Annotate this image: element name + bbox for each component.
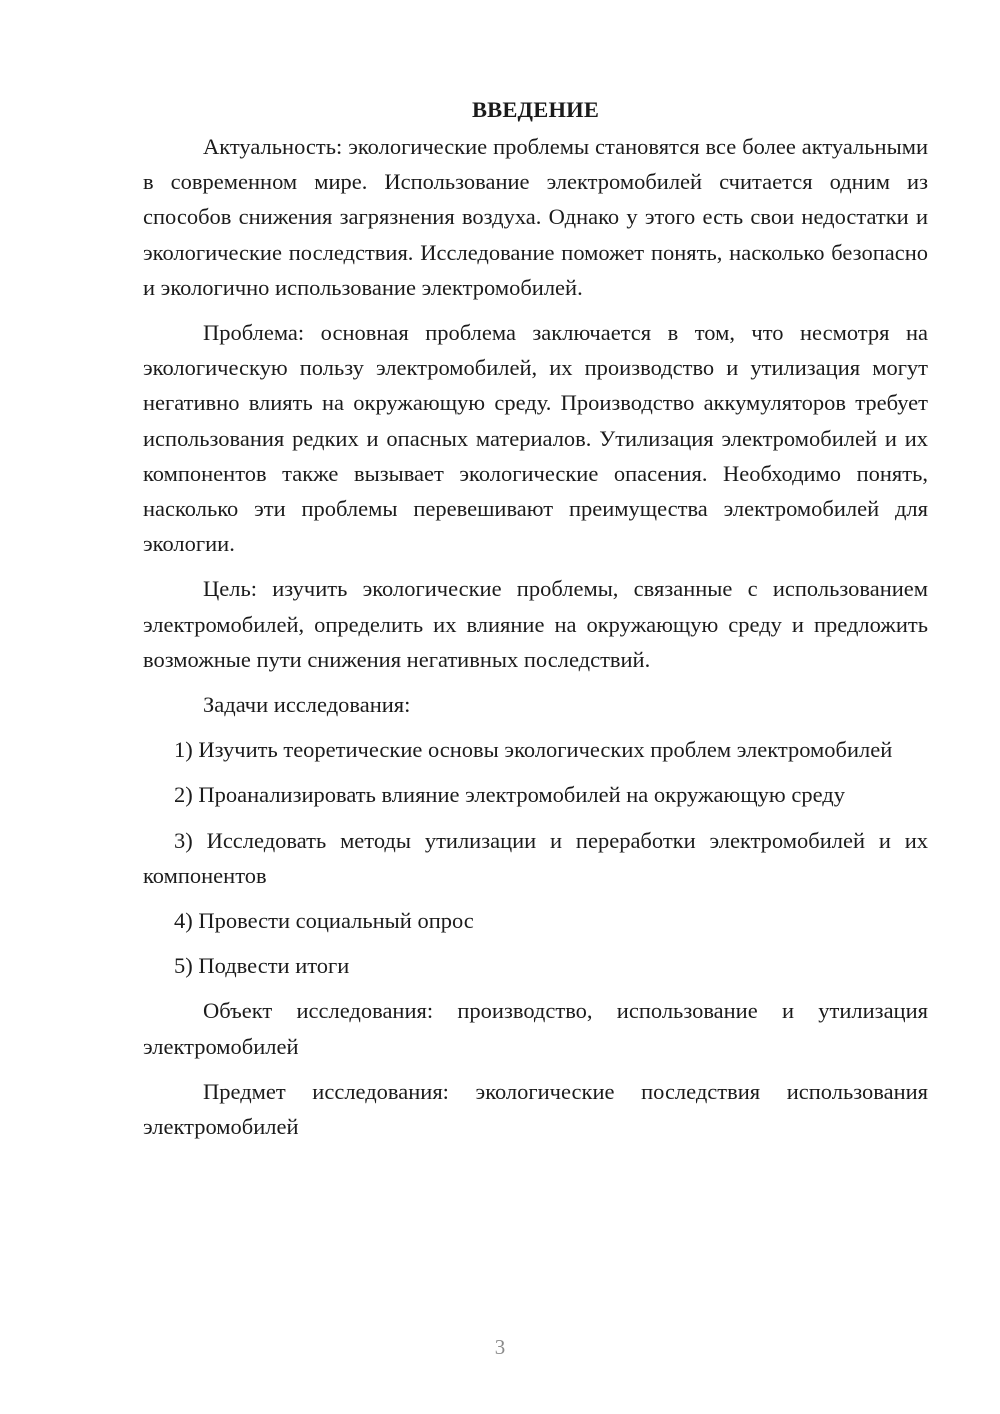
task-item-5: 5) Подвести итоги [174, 953, 350, 979]
task-item-2: 2) Проанализировать влияние электромобилей на окружающую среду [174, 782, 845, 808]
task-item-1: 1) Изучить теоретические основы экологических проблем электромобилей [174, 737, 893, 763]
section-title: ВВЕДЕНИЕ [471, 97, 600, 122]
relevance-paragraph: Актуальность: экологические проблемы становятся все более актуальными в современном мире. Использование электромобилей считается одним из способов снижения загрязнения воздуха. Однако у этого есть свои недостатки и экологические последствия. Исследование поможет понять, насколько безопасно и экологично использование электромобилей. [143, 134, 928, 300]
page-content [143, 92, 928, 1154]
subject-paragraph: Предмет исследования: экологические последствия использования электромобилей [143, 1078, 928, 1140]
tasks-heading: Задачи исследования: [203, 692, 411, 718]
task-item-4: 4) Провести социальный опрос [174, 908, 474, 934]
goal-paragraph: Цель: изучить экологические проблемы, связанные с использованием электромобилей, определить их влияние на окружающую среду и предложить возможные пути снижения негативных последствий. [143, 576, 928, 672]
problem-paragraph: Проблема: основная проблема заключается в том, что несмотря на экологическую пользу электромобилей, их производство и утилизация могут негативно влиять на окружающую среду. Производство аккумуляторов требует использования редких и опасных материалов. Утилизация электромобилей и их компонентов также вызывает экологические опасения. Необходимо понять, насколько эти проблемы перевешивают преимущества электромобилей для экологии. [143, 320, 928, 557]
page-number: 3 [494, 1335, 506, 1359]
task-item-3: 3) Исследовать методы утилизации и переработки электромобилей и их компонентов [143, 827, 928, 888]
object-paragraph: Объект исследования: производство, использование и утилизация электромобилей [143, 998, 928, 1059]
